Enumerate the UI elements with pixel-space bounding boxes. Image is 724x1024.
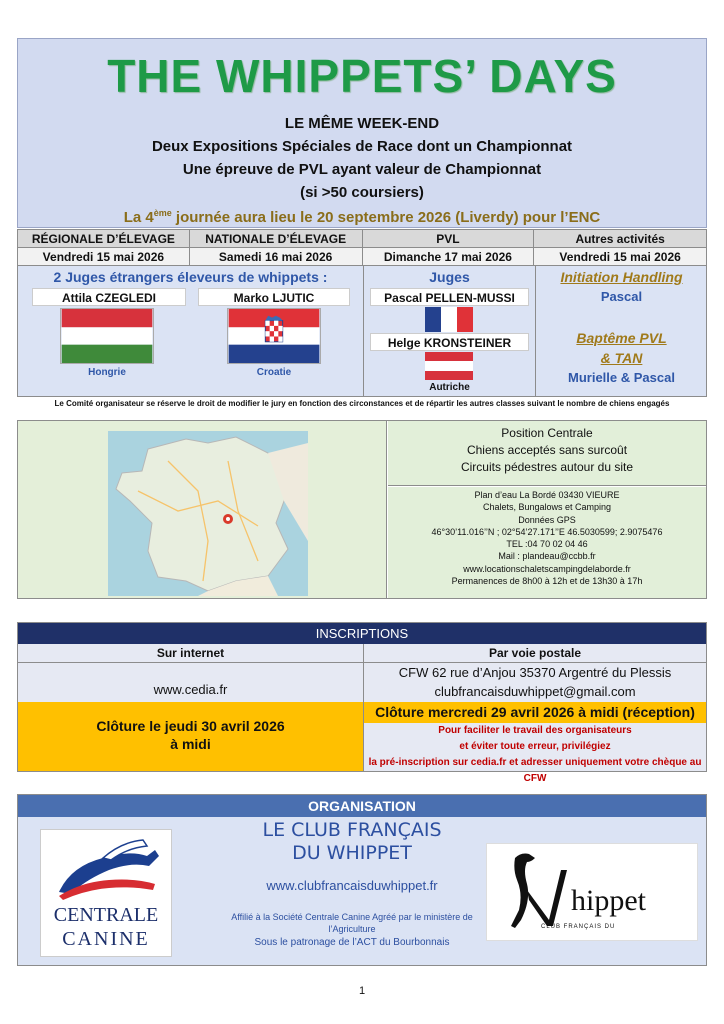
organisation-title: ORGANISATION: [18, 795, 706, 817]
centrale-canine-line1: CENTRALE: [53, 904, 159, 926]
judge-name-ljutic: Marko LJUTIC: [198, 288, 350, 306]
judge-name-czegledi: Attila CZEGLEDI: [32, 288, 186, 306]
highlight-dogs: Chiens acceptés sans surcoût: [466, 443, 628, 457]
centrale-canine-logo: [40, 829, 172, 957]
activity-handling-person: Pascal: [600, 289, 643, 304]
address-gps-label: Données GPS: [518, 514, 576, 525]
inscriptions-title: INSCRIPTIONS: [18, 623, 706, 644]
address-lodging: Chalets, Bungalows et Camping: [482, 502, 612, 513]
foreign-judges-title: 2 Juges étrangers éleveurs de whippets :: [53, 269, 328, 285]
croatia-flag-icon: [227, 308, 321, 364]
subtitle-pvl: Une épreuve de PVL ayant valeur de Championnat: [182, 161, 542, 178]
organisation-section: [17, 794, 707, 966]
affiliation-line1: Affilié à la Société Centrale Canine Agréé par le ministère de: [231, 912, 473, 922]
note-line3: la pré-inscription sur cedia.fr et adresser uniquement votre chèque au CFW: [368, 757, 702, 784]
centrale-canine-line2: CANINE: [62, 928, 150, 950]
subtitle-expositions: Deux Expositions Spéciales de Race dont un Championnat: [151, 138, 573, 155]
activity-bapteme-persons: Murielle & Pascal: [568, 370, 675, 385]
note-line2: et éviter toute erreur, privilégiez: [459, 741, 611, 752]
pvl-judge-pellen-mussi: Pascal PELLEN-MUSSI: [370, 288, 529, 306]
austria-flag-icon: [425, 352, 473, 380]
event-header-regionale: RÉGIONALE D’ÉLEVAGE: [18, 230, 190, 248]
event-header-pvl: PVL: [362, 230, 534, 248]
inscriptions-online-head: Sur internet: [18, 644, 363, 663]
inscriptions-postal-address: CFW 62 rue d’Anjou 35370 Argentré du Plessis: [363, 663, 706, 682]
club-name-line1: LE CLUB FRANÇAIS: [262, 819, 442, 841]
events-table: [17, 229, 707, 266]
pvl-judge-kronsteiner: Helge KRONSTEINER: [370, 333, 529, 351]
subtitle-condition: (si >50 coursiers): [300, 184, 424, 201]
subtitle-weekend: LE MÊME WEEK-END: [284, 115, 440, 132]
pvl-judges-title: Juges: [429, 269, 470, 285]
jury-disclaimer: Le Comité organisateur se réserve le droit de modifier le jury en fonction des circonstances et de répartir les autres classes suivant le nombre de chiens engagés: [54, 399, 670, 408]
closing-online-line1: Clôture le jeudi 30 avril 2026: [96, 718, 285, 734]
map-panel: [18, 421, 387, 598]
closing-online: [18, 702, 363, 771]
event-header-nationale: NATIONALE D’ÉLEVAGE: [189, 230, 362, 248]
highlight-position: Position Centrale: [501, 426, 593, 440]
inscriptions-postal-email[interactable]: clubfrancaisduwhippet@gmail.com: [363, 682, 706, 702]
location-section: [17, 420, 707, 599]
highlight-circuits: Circuits pédestres autour du site: [460, 460, 634, 474]
patronage-line: Sous le patronage de l’ACT du Bourbonnais: [254, 937, 450, 948]
whippet-silhouette-icon: [501, 850, 573, 930]
judge-country-hongrie: Hongrie: [88, 367, 126, 378]
centrale-canine-dog-icon: [51, 836, 163, 900]
location-highlights: [388, 421, 706, 486]
event-date-nationale: Samedi 16 mai 2026: [189, 248, 362, 266]
address-website[interactable]: www.locationschaletscampingdelaborde.fr: [463, 563, 631, 574]
judges-section: [17, 266, 707, 397]
affiliation-line2: l’Agriculture: [328, 924, 376, 934]
inscriptions-postal-head: Par voie postale: [363, 644, 706, 663]
page-number: 1: [358, 985, 366, 997]
judge-country-croatie: Croatie: [256, 367, 292, 378]
address-name: Plan d’eau La Bordé 03430 VIEURE: [474, 490, 620, 500]
activity-handling-title: Initiation Handling: [560, 269, 683, 285]
event-header-autres: Autres activités: [534, 230, 707, 248]
enc-date-line: La 4ème journée aura lieu le 20 septembre 2026 (Liverdy) pour l’ENC: [123, 208, 601, 226]
address-mail[interactable]: Mail : plandeau@ccbb.fr: [498, 551, 596, 562]
club-name-line2: DU WHIPPET: [292, 842, 412, 864]
address-phone: TEL :04 70 02 04 46: [506, 539, 588, 550]
whippet-logo-small: CLUB FRANÇAIS DU: [541, 924, 616, 930]
closing-postal: Clôture mercredi 29 avril 2026 à midi (réception): [363, 702, 706, 723]
france-map-icon: [108, 431, 308, 596]
location-address: [388, 487, 706, 598]
note-line1: Pour faciliter le travail des organisateurs: [438, 725, 632, 736]
event-date-pvl: Dimanche 17 mai 2026: [362, 248, 534, 266]
hungary-flag-icon: [60, 308, 154, 364]
event-date-autres: Vendredi 15 mai 2026: [534, 248, 707, 266]
header-banner: [17, 38, 707, 228]
address-hours: Permanences de 8h00 à 12h et de 13h30 à 17h: [451, 576, 643, 587]
club-whippet-logo: [486, 843, 698, 941]
whippet-logo-text: hippet: [571, 884, 646, 917]
closing-online-line2: à midi: [170, 736, 211, 752]
activity-tan-title: & TAN: [600, 350, 643, 366]
closing-note: [363, 723, 706, 784]
address-gps-coords: 46°30’11.016’’N ; 02°54’27.171’’E 46.5030599; 2.9075476: [431, 526, 663, 537]
inscriptions-online-url[interactable]: www.cedia.fr: [18, 663, 363, 702]
inscriptions-section: [17, 622, 707, 784]
france-flag-icon: [425, 307, 473, 332]
event-date-regionale: Vendredi 15 mai 2026: [18, 248, 190, 266]
club-website[interactable]: www.clubfrancaisduwhippet.fr: [266, 878, 438, 893]
activity-bapteme-title: Baptême PVL: [576, 330, 667, 346]
pvl-judge-country-autriche: Autriche: [429, 382, 470, 393]
page-title: THE WHIPPETS’ DAYS: [107, 50, 617, 102]
